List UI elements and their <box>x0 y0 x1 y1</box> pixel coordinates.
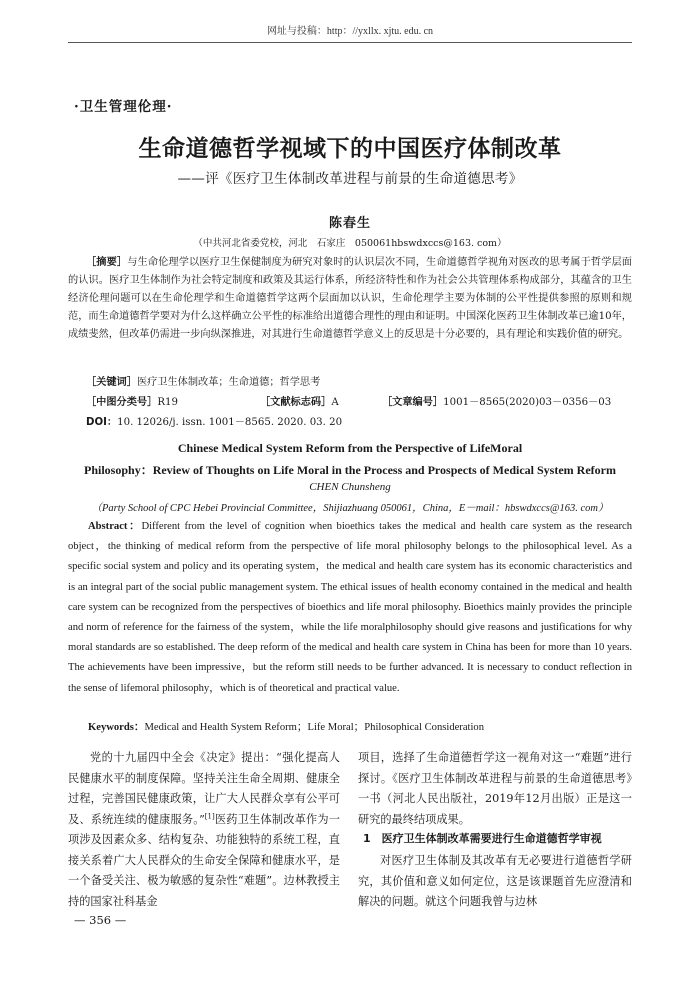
article-number-label: ［文章编号］ <box>382 397 444 408</box>
chinese-keywords-label: ［关键词］ <box>86 377 137 388</box>
body-right-paragraph-1: 项目，选择了生命道德哲学这一视角对这一“难题”进行探讨。《医疗卫生体制改革进程与前景的生命道德思考》一书（河北人民出版社，2019年12月出版）正是这一研究的最终结项成果。 <box>358 751 632 826</box>
article-subtitle: ——评《医疗卫生体制改革进程与前景的生命道德思考》 <box>177 171 523 187</box>
page-number: — 356 — <box>74 913 127 927</box>
author-affiliation: （中共河北省委党校，河北 石家庄 050061hbswdxccs@163. com） <box>193 238 507 249</box>
chinese-abstract-label: ［摘要］ <box>86 257 128 268</box>
document-code <box>260 393 339 408</box>
article-number-value: 1001－8565(2020)03－0356－03 <box>443 397 612 408</box>
chinese-abstract-text: 与生命伦理学以医疗卫生保健制度为研究对象时的认识层次不同，生命道德哲学视角对医改的思考属于哲学层面的认识。医疗卫生体制作为社会特定制度和政策及其运行体系，所经济特性和作为社会公共管理体系构成部分，其蕴含的卫生经济伦理问题可以在生命伦理学和生命道德哲学这两个层面加以认识，生命伦理学主要为体制的公平性提供参照的原则和规范，而生命道德哲学要对为什么这样确立公平性的标准给出道德合理性的理由和证明。中国深化医药卫生体制改革已逾10年，成绩斐然，但改革仍需进一步向纵深推进，对其进行生命道德哲学意义上的反思是十分必要的，具有理论和实践价值的研究。 <box>68 257 632 340</box>
english-title-line-1: Chinese Medical System Reform from the Perspective of LifeMoral <box>177 441 523 455</box>
english-affiliation: （Party School of CPC Hebei Provincial Committee，Shijiazhuang 050061，China，E－mail：hbswdxccs@163. com） <box>91 503 609 514</box>
header-rule <box>68 42 632 43</box>
section-heading: 1 医疗卫生体制改革需要进行生命道德哲学审视 <box>363 832 602 845</box>
column-title: ·卫生管理伦理· <box>74 99 173 115</box>
english-title-line-2: Philosophy：Review of Thoughts on Life Moral in the Process and Prospects of Medical System Reform <box>84 463 616 477</box>
chinese-abstract <box>68 254 632 344</box>
document-code-value: A <box>331 397 339 408</box>
english-keywords-text: Medical and Health System Reform；Life Moral；Philosophical Consideration <box>144 722 485 733</box>
english-abstract-label: Abstract： <box>88 521 142 532</box>
english-author: CHEN Chunsheng <box>309 481 391 493</box>
body-left-text-2: 医药卫生体制改革作为一项涉及因素众多、结构复杂、功能独特的系统工程，直接关系着广大人民群众的生命安全保障和健康水平，是一个备受关注、极为敏感的复杂性“难题”。边林教授主持的国家社科基金 <box>68 812 340 908</box>
article-title: 生命道德哲学视域下的中国医疗体制改革 <box>138 136 562 162</box>
doi-label: DOI： <box>86 417 118 428</box>
doi-line <box>86 413 342 428</box>
english-keywords <box>88 719 484 734</box>
english-keywords-label: Keywords： <box>88 722 145 733</box>
doi-value: 10. 12026/j. issn. 1001－8565. 2020. 03. 20 <box>117 417 343 428</box>
chinese-keywords <box>86 373 320 388</box>
article-number <box>382 393 611 408</box>
document-code-label: ［文献标志码］ <box>260 397 332 408</box>
body-right-paragraph-2: 对医疗卫生体制及其改革有无必要进行道德哲学研究，其价值和意义如何定位，这是该课题首先应澄清和解决的问题。就这个问题我曾与边林 <box>358 854 632 908</box>
clc-value: R19 <box>157 397 178 408</box>
clc-number <box>86 393 178 408</box>
english-abstract <box>68 517 632 699</box>
chinese-keywords-text: 医疗卫生体制改革；生命道德；哲学思考 <box>136 377 321 388</box>
running-head: 网址与投稿：http：//yxllx. xjtu. edu. cn <box>266 26 434 37</box>
body-left-column <box>68 748 340 912</box>
author-name: 陈春生 <box>328 216 371 231</box>
clc-label: ［中图分类号］ <box>86 397 158 408</box>
english-abstract-text: Different from the level of cognition when bioethics takes the medical and health care system as the research object，the thinking of medical reform from the perspective of life moral philosophy belongs to the philosophical level. As a specific social system and policy and its operating system，the medical and health care system has its economic characteristics and is an integral part of the social public management system. The ethical issues of health economy contained in the medical and health care system can be recognized from the perspectives of bioethics and life moral philosophy. Bioethics mainly provides the principle and norm of reference for the fairness of the system，while the life moralphilosophy should give reasons and justifications for why moral standards are so established. The deep reform of the medical and health care system in China has been for more than 10 years. The achievements have been impressive，but the reform still needs to be further advanced. It is necessary to conduct reflection in the sense of lifemoral philosophy，which is of theoretical and practical value. <box>68 521 632 694</box>
body-left-text-1: 党的十九届四中全会《决定》提出：“强化提高人民健康水平的制度保障。坚持关注生命全周期、健康全过程，完善国民健康政策，让广大人民群众享有公平可及、系统连续的健康服务。” <box>68 751 340 826</box>
citation-ref: [1] <box>204 811 215 820</box>
